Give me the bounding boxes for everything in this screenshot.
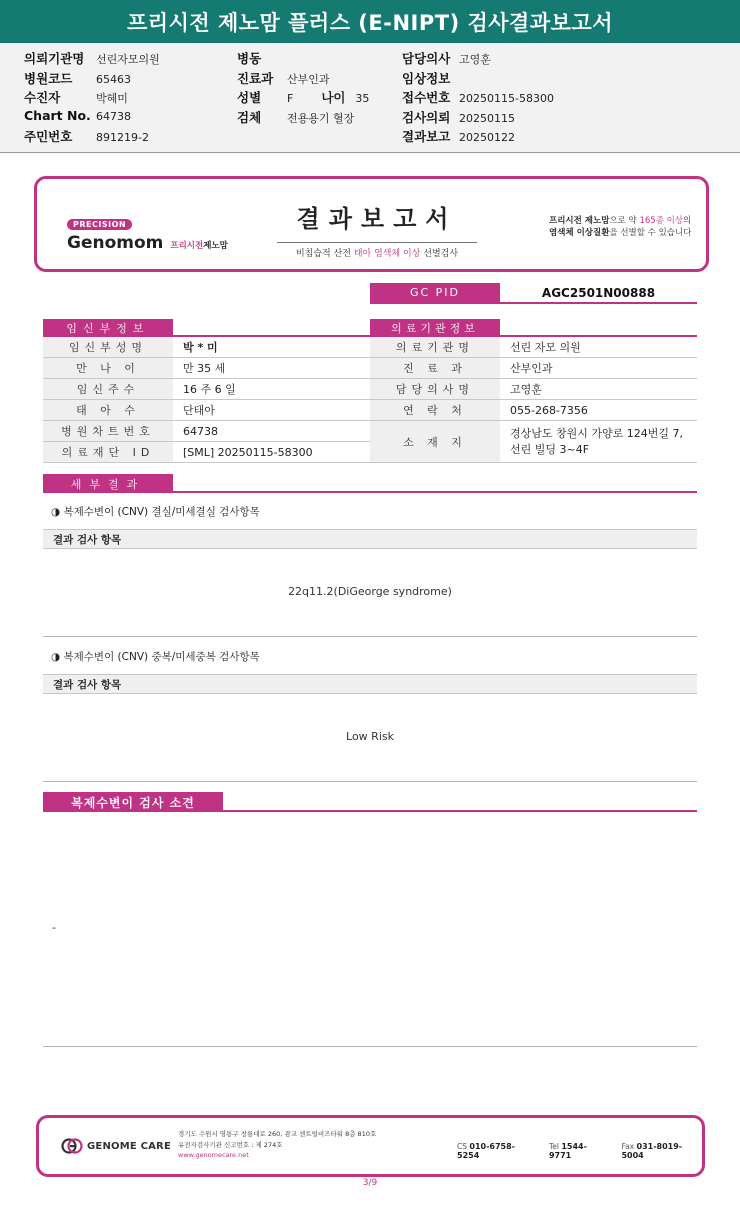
deletion-items-bar: 결과 검사 항목 [43, 529, 697, 549]
precision-badge: PRECISION [67, 219, 132, 230]
tel-label: Tel [548, 1142, 559, 1151]
brand-kr-b: 제노맘 [203, 241, 228, 251]
side-1a: 프리시전 제노맘 [549, 216, 610, 226]
info-label: 결과보고 [402, 129, 451, 144]
table-row [370, 337, 697, 358]
sex-value: F [287, 92, 294, 105]
order-info-block [0, 43, 740, 153]
genomom-logo [67, 212, 228, 253]
table-row [370, 358, 697, 379]
info-row [402, 88, 554, 108]
info-row [24, 127, 160, 147]
info-row [237, 69, 369, 89]
table-row [43, 400, 370, 421]
page-number: 3/9 [362, 1178, 378, 1188]
deletion-result: 22q11.2(DiGeorge syndrome) [288, 585, 452, 598]
row-value: 단태아 [183, 404, 215, 417]
info-row [24, 88, 160, 108]
info-value: 891219-2 [96, 131, 149, 144]
table-row [43, 442, 370, 463]
row-label: 의료기관명 [370, 337, 500, 357]
dept-value: 산부인과 [287, 72, 330, 86]
subtitle-c: 선별검사 [420, 249, 459, 259]
duplication-section-note: ◑ 복제수변이 (CNV) 중복/미세중복 검사항목 [51, 651, 260, 663]
row-label: 진 료 과 [370, 358, 500, 378]
info-row [24, 69, 160, 89]
section-divider [173, 491, 697, 493]
brand-kr-a: 프리시전 [170, 241, 204, 251]
table-row [43, 379, 370, 400]
footer-website-link[interactable]: www.genomecare.net [178, 1151, 249, 1159]
duplication-result: Low Risk [346, 730, 394, 743]
row-value: 산부인과 [510, 362, 553, 375]
footer-addr-1: 경기도 수원시 영통구 창룡대로 260, 광교 센트럴비즈타워 8층 810호 [178, 1130, 377, 1138]
gc-pid-label: GC PID [370, 283, 500, 302]
gc-pid-row [370, 283, 697, 304]
gc-pid-value: AGC2501N00888 [541, 285, 656, 300]
side-line-2 [549, 227, 691, 239]
institution-info-table [370, 337, 697, 463]
subtitle-b: 태아 염색체 이상 [353, 249, 421, 259]
info-value: 20250115 [459, 111, 515, 125]
deletion-section-note: ◑ 복제수변이 (CNV) 결실/미세결실 검사항목 [51, 506, 260, 518]
info-row [237, 49, 369, 69]
info-row [402, 69, 554, 89]
cnv-findings-header: 복제수변이 검사 소견 [43, 792, 223, 812]
side-1c: 165종 이상 [639, 216, 684, 226]
info-label: 담당의사 [402, 51, 451, 66]
row-value: 고영훈 [510, 383, 542, 396]
info-value: 20250122 [459, 131, 515, 144]
info-value: 65463 [96, 72, 131, 86]
duplication-items-bar: 결과 검사 항목 [43, 674, 697, 694]
report-header-card [34, 176, 709, 272]
pregnant-info-header: 임신부정보 [43, 319, 173, 337]
divider [43, 781, 697, 782]
info-row [237, 108, 369, 128]
info-label: 수진자 [24, 90, 61, 105]
fax-label: Fax [621, 1142, 635, 1151]
info-value: 박혜미 [96, 92, 128, 105]
info-label: 검사의뢰 [402, 109, 451, 125]
info-value: 20250115-58300 [459, 92, 554, 105]
report-subtitle [277, 242, 477, 259]
table-row [43, 358, 370, 379]
specimen-value: 전용용기 혈장 [287, 111, 355, 125]
cs-contact [457, 1142, 535, 1160]
info-label: 임상정보 [402, 70, 451, 86]
cs-value: 010-6758-5254 [457, 1142, 515, 1160]
info-label: 접수번호 [402, 90, 451, 105]
report-title: 결과보고서 [296, 205, 458, 233]
row-label: 병원차트번호 [43, 421, 173, 441]
row-label: 소 재 지 [370, 421, 500, 462]
divider [43, 636, 697, 637]
info-label: 병원코드 [24, 70, 73, 86]
info-value: 64738 [96, 109, 131, 123]
fax-contact [621, 1142, 702, 1160]
footer-address [178, 1129, 376, 1161]
row-label: 연 락 처 [370, 400, 500, 420]
institution-info-header: 의료기관정보 [370, 319, 500, 337]
info-value: 선린자모의원 [96, 53, 160, 66]
table-row [370, 379, 697, 400]
table-row [43, 337, 370, 358]
row-label: 임신부성명 [43, 337, 173, 357]
sex-label: 성별 [237, 90, 262, 105]
side-2a: 염색체 이상질환 [549, 228, 610, 238]
dept-label: 진료과 [237, 70, 274, 86]
side-2b: 을 선별할 수 있습니다 [609, 228, 692, 238]
info-label: Chart No. [24, 107, 91, 123]
row-label: 만 나 이 [43, 358, 173, 378]
info-label: 주민번호 [24, 129, 73, 144]
info-label: 의뢰기관명 [24, 51, 85, 66]
divider [43, 1046, 697, 1047]
section-divider [223, 810, 697, 812]
footer-contacts [457, 1142, 702, 1160]
row-label: 태 아 수 [43, 400, 173, 420]
info-column-1 [24, 49, 160, 147]
specimen-label: 검체 [237, 109, 262, 125]
info-row [24, 108, 160, 128]
side-1d: 의 [683, 216, 692, 226]
cs-label: CS [457, 1142, 467, 1151]
info-value: 고영훈 [459, 53, 491, 66]
age-value: 35 [355, 92, 370, 105]
report-side-note [549, 215, 691, 239]
row-value: 선린 자모 의원 [510, 341, 581, 354]
tel-value: 1544-9771 [548, 1142, 587, 1160]
report-banner-title: 프리시전 제노맘 플러스 (E-NIPT) 검사결과보고서 [0, 0, 740, 43]
row-value: 055-268-7356 [510, 403, 588, 417]
info-row [402, 49, 554, 69]
genome-care-logo-icon [61, 1137, 83, 1155]
row-value: 만 35 세 [183, 362, 226, 375]
cnv-findings-text: - [52, 921, 56, 934]
brand-row [67, 233, 228, 253]
tel-contact [549, 1142, 608, 1160]
row-label: 담당의사명 [370, 379, 500, 399]
footer-addr-2: 유전자검사기관 신고번호 : 제 274호 [178, 1140, 283, 1149]
info-column-3 [402, 49, 554, 147]
info-row [402, 108, 554, 128]
side-line-1 [549, 215, 691, 227]
table-row [370, 421, 697, 463]
brand-name: Genomom [67, 233, 164, 253]
detail-results-header: 세부결과 [43, 474, 173, 493]
row-label: 의료재단 ID [43, 442, 173, 462]
table-row [370, 400, 697, 421]
row-label: 임신주수 [43, 379, 173, 399]
info-row [237, 88, 369, 108]
genome-care-wordmark: GENOME CARE [87, 1140, 171, 1152]
row-value: 경상남도 창원시 가양로 124번길 7, 선린 빌딩 3~4F [510, 426, 683, 456]
row-value: [SML] 20250115-58300 [183, 445, 313, 459]
side-1b: 으로 약 [609, 216, 640, 226]
row-value: 16 주 6 일 [183, 383, 236, 396]
table-row [43, 421, 370, 442]
pregnant-info-table [43, 337, 370, 463]
row-value: 64738 [183, 424, 218, 438]
age-label: 나이 [321, 90, 346, 105]
info-column-2 [237, 49, 369, 127]
footer-card [36, 1115, 705, 1177]
report-title-block [277, 199, 477, 259]
subtitle-a: 비침습적 산전 [295, 249, 354, 259]
row-value: 박 * 미 [183, 341, 218, 354]
fax-value: 031-8019-5004 [621, 1142, 683, 1160]
info-row [24, 49, 160, 69]
info-row [402, 127, 554, 147]
ward-label: 병동 [237, 51, 262, 66]
genome-care-logo [61, 1137, 171, 1155]
